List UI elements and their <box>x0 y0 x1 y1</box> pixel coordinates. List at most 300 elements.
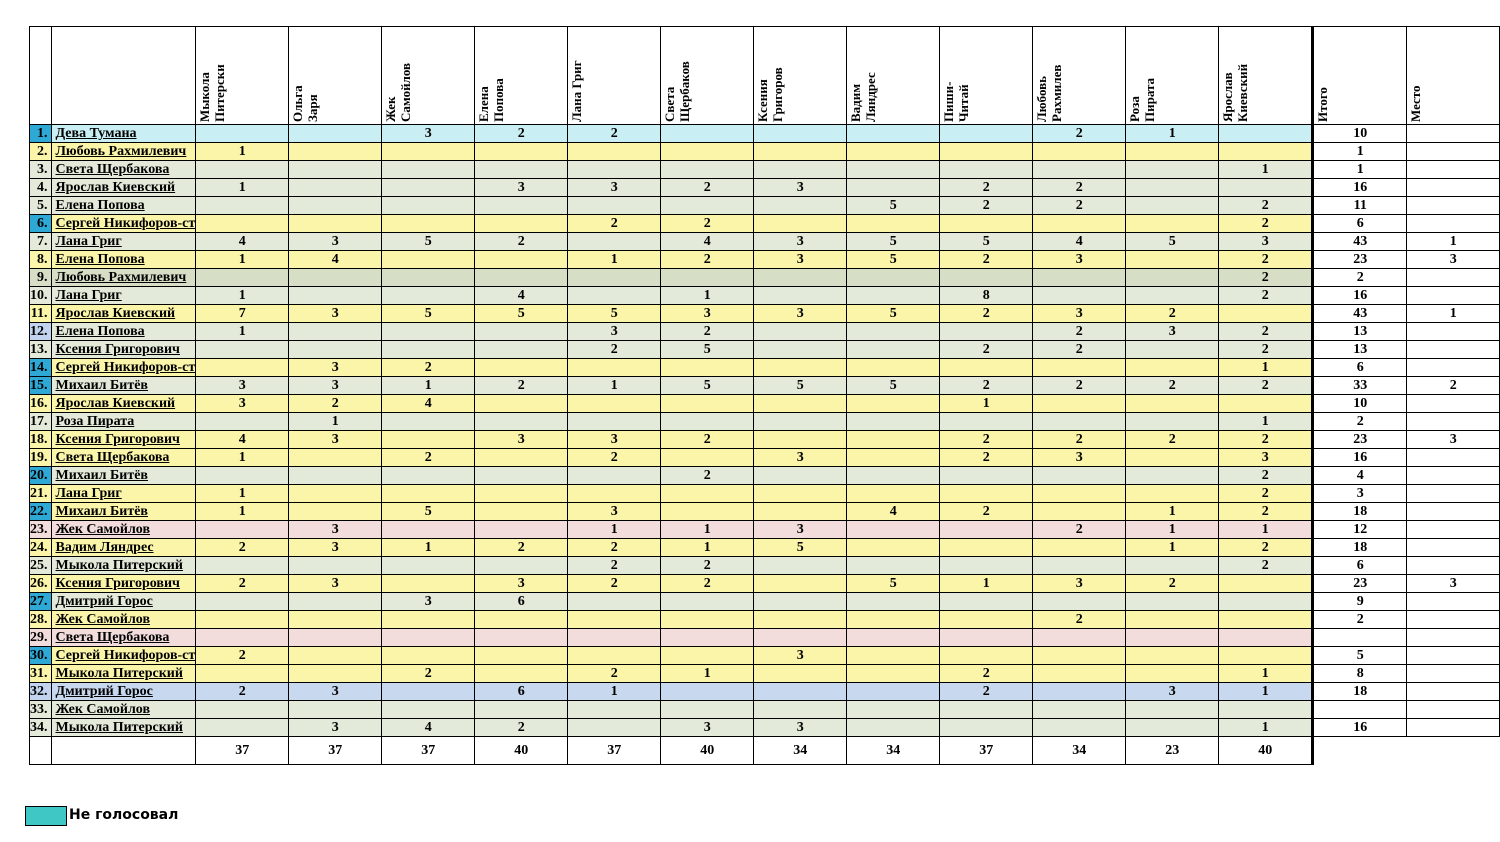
vote-cell: 1 <box>196 503 289 521</box>
vote-cell: 2 <box>1033 179 1126 197</box>
vote-cell <box>754 629 847 647</box>
vote-cell <box>661 629 754 647</box>
vote-cell <box>1126 143 1219 161</box>
vote-cell <box>1033 215 1126 233</box>
row-place <box>1407 701 1500 719</box>
header-voter <box>1219 27 1313 125</box>
vote-cell: 6 <box>475 593 568 611</box>
row-number: 21. <box>30 485 52 503</box>
vote-cell <box>289 665 382 683</box>
vote-cell: 2 <box>661 179 754 197</box>
vote-cell: 2 <box>940 377 1033 395</box>
header-voter <box>1126 27 1219 125</box>
row-total: 6 <box>1313 557 1407 575</box>
vote-cell <box>847 215 940 233</box>
vote-cell: 2 <box>940 197 1033 215</box>
vote-cell <box>1219 395 1313 413</box>
row-number: 15. <box>30 377 52 395</box>
column-total: 37 <box>289 737 382 765</box>
row-name: Жек Самойлов <box>51 611 196 629</box>
vote-cell <box>382 557 475 575</box>
vote-cell: 2 <box>1219 197 1313 215</box>
header-voter-line: Григоров <box>770 66 786 122</box>
vote-cell <box>754 125 847 143</box>
vote-cell: 2 <box>568 215 661 233</box>
table-row <box>30 125 1500 143</box>
vote-cell <box>1126 161 1219 179</box>
vote-cell <box>847 269 940 287</box>
vote-cell <box>568 269 661 287</box>
row-number: 3. <box>30 161 52 179</box>
row-number: 6. <box>30 215 52 233</box>
header-voter-line: Киевский <box>1235 63 1251 122</box>
table-row <box>30 287 1500 305</box>
vote-cell <box>196 593 289 611</box>
vote-cell: 1 <box>1219 719 1313 737</box>
vote-cell: 5 <box>661 341 754 359</box>
header-voter <box>1033 27 1126 125</box>
vote-cell <box>1033 143 1126 161</box>
vote-cell: 3 <box>382 593 475 611</box>
row-number: 17. <box>30 413 52 431</box>
vote-cell <box>568 719 661 737</box>
row-place <box>1407 197 1500 215</box>
vote-cell: 3 <box>289 377 382 395</box>
vote-cell <box>289 701 382 719</box>
totals-total <box>1313 737 1407 765</box>
vote-cell: 2 <box>475 377 568 395</box>
header-voter-line: Пирата <box>1142 77 1158 122</box>
header-voter <box>475 27 568 125</box>
vote-cell: 1 <box>661 287 754 305</box>
vote-cell: 2 <box>475 233 568 251</box>
row-total: 16 <box>1313 449 1407 467</box>
row-name: Ярослав Киевский <box>51 395 196 413</box>
row-total: 16 <box>1313 287 1407 305</box>
row-place <box>1407 521 1500 539</box>
vote-cell <box>1033 701 1126 719</box>
vote-cell: 2 <box>568 341 661 359</box>
vote-cell <box>940 413 1033 431</box>
vote-cell <box>196 701 289 719</box>
vote-cell <box>475 215 568 233</box>
row-place: 3 <box>1407 575 1500 593</box>
vote-cell: 1 <box>940 575 1033 593</box>
row-place <box>1407 179 1500 197</box>
vote-cell: 1 <box>196 251 289 269</box>
vote-cell <box>847 593 940 611</box>
table-row <box>30 629 1500 647</box>
header-name <box>51 27 196 125</box>
row-number: 29. <box>30 629 52 647</box>
vote-cell <box>940 467 1033 485</box>
vote-cell <box>1219 701 1313 719</box>
row-total: 13 <box>1313 341 1407 359</box>
vote-cell: 4 <box>289 251 382 269</box>
vote-cell <box>196 269 289 287</box>
vote-cell <box>847 521 940 539</box>
vote-cell <box>289 593 382 611</box>
vote-cell <box>847 719 940 737</box>
vote-cell: 1 <box>568 377 661 395</box>
vote-cell: 2 <box>1033 197 1126 215</box>
row-total: 9 <box>1313 593 1407 611</box>
vote-cell: 1 <box>196 449 289 467</box>
vote-cell <box>940 485 1033 503</box>
row-place <box>1407 215 1500 233</box>
vote-cell: 2 <box>940 341 1033 359</box>
vote-cell: 1 <box>196 485 289 503</box>
vote-cell: 2 <box>1219 557 1313 575</box>
totals-number <box>30 737 52 765</box>
vote-cell <box>196 611 289 629</box>
vote-cell <box>940 269 1033 287</box>
vote-cell: 4 <box>661 233 754 251</box>
vote-cell <box>1219 629 1313 647</box>
vote-cell <box>475 503 568 521</box>
vote-cell: 3 <box>754 305 847 323</box>
vote-cell <box>847 125 940 143</box>
row-number: 25. <box>30 557 52 575</box>
header-voter-line: Елена <box>476 85 492 122</box>
vote-cell: 6 <box>475 683 568 701</box>
vote-cell: 5 <box>382 233 475 251</box>
vote-cell <box>754 215 847 233</box>
vote-cell <box>382 575 475 593</box>
vote-cell: 2 <box>568 125 661 143</box>
column-total: 23 <box>1126 737 1219 765</box>
row-name: Мыкола Питерский <box>51 719 196 737</box>
vote-cell: 1 <box>568 683 661 701</box>
row-name: Ярослав Киевский <box>51 179 196 197</box>
vote-cell: 4 <box>196 431 289 449</box>
vote-cell <box>754 413 847 431</box>
vote-cell <box>475 647 568 665</box>
row-total: 8 <box>1313 665 1407 683</box>
vote-cell: 3 <box>568 179 661 197</box>
row-number: 20. <box>30 467 52 485</box>
vote-cell <box>289 143 382 161</box>
vote-cell: 5 <box>847 305 940 323</box>
vote-cell <box>847 467 940 485</box>
vote-cell <box>1126 593 1219 611</box>
vote-cell: 3 <box>661 305 754 323</box>
table-row <box>30 197 1500 215</box>
row-number: 32. <box>30 683 52 701</box>
vote-cell <box>475 143 568 161</box>
vote-cell: 5 <box>382 305 475 323</box>
vote-cell: 2 <box>1219 215 1313 233</box>
vote-cell <box>1219 125 1313 143</box>
row-name: Дмитрий Горос <box>51 683 196 701</box>
vote-cell <box>289 125 382 143</box>
vote-cell: 2 <box>1126 431 1219 449</box>
column-total: 34 <box>754 737 847 765</box>
vote-cell <box>289 269 382 287</box>
row-place: 3 <box>1407 431 1500 449</box>
vote-cell: 2 <box>940 431 1033 449</box>
row-number: 26. <box>30 575 52 593</box>
vote-cell: 2 <box>196 647 289 665</box>
vote-cell <box>1033 287 1126 305</box>
vote-cell: 2 <box>1033 377 1126 395</box>
vote-cell <box>1126 359 1219 377</box>
vote-cell: 3 <box>1033 251 1126 269</box>
row-total: 23 <box>1313 251 1407 269</box>
vote-cell: 3 <box>289 431 382 449</box>
row-place <box>1407 341 1500 359</box>
vote-cell <box>847 179 940 197</box>
vote-cell: 1 <box>661 521 754 539</box>
vote-cell: 2 <box>475 125 568 143</box>
row-place <box>1407 629 1500 647</box>
table-row <box>30 341 1500 359</box>
table-row <box>30 179 1500 197</box>
vote-cell <box>1126 485 1219 503</box>
vote-cell <box>847 539 940 557</box>
row-total: 16 <box>1313 719 1407 737</box>
vote-cell <box>382 467 475 485</box>
vote-cell: 1 <box>1219 521 1313 539</box>
header-voter-line: Мыкола <box>197 71 213 122</box>
table-row <box>30 143 1500 161</box>
vote-cell <box>754 503 847 521</box>
vote-cell: 2 <box>1219 341 1313 359</box>
vote-cell <box>382 251 475 269</box>
table-row <box>30 305 1500 323</box>
vote-cell: 1 <box>568 251 661 269</box>
row-name: Ярослав Киевский <box>51 305 196 323</box>
vote-cell <box>1219 143 1313 161</box>
vote-cell <box>289 629 382 647</box>
vote-cell <box>754 143 847 161</box>
header-voter-line: Лана Григ <box>569 59 585 122</box>
row-place <box>1407 593 1500 611</box>
row-name: Лана Григ <box>51 287 196 305</box>
row-total <box>1313 701 1407 719</box>
vote-cell: 3 <box>754 179 847 197</box>
row-name: Дмитрий Горос <box>51 593 196 611</box>
vote-cell <box>196 521 289 539</box>
vote-cell <box>1126 269 1219 287</box>
vote-cell <box>661 161 754 179</box>
table-row <box>30 683 1500 701</box>
vote-cell <box>1033 485 1126 503</box>
table-row <box>30 701 1500 719</box>
vote-cell <box>568 197 661 215</box>
vote-cell <box>289 161 382 179</box>
vote-cell <box>754 323 847 341</box>
votes-table <box>29 26 1500 765</box>
vote-cell <box>661 611 754 629</box>
vote-cell: 3 <box>475 575 568 593</box>
header-voter-line: Пиши- <box>941 81 957 122</box>
vote-cell <box>382 287 475 305</box>
vote-cell <box>940 215 1033 233</box>
row-name: Лана Григ <box>51 485 196 503</box>
vote-cell: 2 <box>940 251 1033 269</box>
row-total: 43 <box>1313 233 1407 251</box>
vote-cell <box>754 341 847 359</box>
vote-cell: 1 <box>1126 521 1219 539</box>
vote-cell <box>289 197 382 215</box>
vote-cell: 1 <box>1126 539 1219 557</box>
vote-cell <box>940 719 1033 737</box>
vote-cell: 2 <box>661 557 754 575</box>
row-name: Елена Попова <box>51 251 196 269</box>
vote-cell <box>940 161 1033 179</box>
vote-cell <box>196 557 289 575</box>
vote-cell <box>289 503 382 521</box>
vote-cell <box>289 557 382 575</box>
vote-cell <box>754 683 847 701</box>
vote-cell: 1 <box>1126 125 1219 143</box>
row-place <box>1407 467 1500 485</box>
row-number: 34. <box>30 719 52 737</box>
vote-cell: 2 <box>661 323 754 341</box>
row-name: Жек Самойлов <box>51 521 196 539</box>
header-voter-line: Заря <box>305 93 321 122</box>
vote-cell: 2 <box>1219 287 1313 305</box>
vote-cell: 3 <box>1033 575 1126 593</box>
vote-cell <box>1033 269 1126 287</box>
row-total: 23 <box>1313 575 1407 593</box>
vote-cell <box>289 179 382 197</box>
row-number: 30. <box>30 647 52 665</box>
table-row <box>30 503 1500 521</box>
header-voter <box>661 27 754 125</box>
vote-cell <box>1126 611 1219 629</box>
vote-cell: 2 <box>661 215 754 233</box>
header-voter-line: Попова <box>491 77 507 122</box>
vote-cell <box>289 485 382 503</box>
vote-cell: 5 <box>940 233 1033 251</box>
vote-cell <box>1126 467 1219 485</box>
vote-cell <box>475 467 568 485</box>
vote-cell <box>1126 413 1219 431</box>
vote-cell <box>289 449 382 467</box>
vote-cell <box>1033 593 1126 611</box>
row-place <box>1407 125 1500 143</box>
table-row <box>30 593 1500 611</box>
vote-cell <box>847 431 940 449</box>
vote-cell: 3 <box>1219 233 1313 251</box>
vote-cell <box>475 629 568 647</box>
vote-cell <box>475 521 568 539</box>
row-name: Лана Григ <box>51 233 196 251</box>
table-row <box>30 233 1500 251</box>
row-total: 6 <box>1313 215 1407 233</box>
vote-cell: 2 <box>1219 485 1313 503</box>
row-name: Ксения Григорович <box>51 431 196 449</box>
vote-cell: 2 <box>1033 125 1126 143</box>
vote-cell: 3 <box>196 395 289 413</box>
vote-cell: 3 <box>1033 305 1126 323</box>
vote-cell <box>754 485 847 503</box>
vote-cell: 3 <box>289 233 382 251</box>
vote-cell: 7 <box>196 305 289 323</box>
vote-cell <box>754 359 847 377</box>
vote-cell: 1 <box>196 143 289 161</box>
vote-cell: 5 <box>1126 233 1219 251</box>
row-name: Света Щербакова <box>51 161 196 179</box>
vote-cell: 1 <box>382 539 475 557</box>
vote-cell: 3 <box>568 323 661 341</box>
row-name: Мыкола Питерский <box>51 557 196 575</box>
vote-cell <box>475 161 568 179</box>
vote-cell <box>847 359 940 377</box>
vote-cell <box>1033 719 1126 737</box>
vote-cell <box>382 341 475 359</box>
vote-cell <box>847 341 940 359</box>
row-number: 7. <box>30 233 52 251</box>
header-voter-line: Роза <box>1127 95 1143 122</box>
header-voter-line: Рахмилев <box>1049 64 1065 122</box>
vote-cell <box>382 197 475 215</box>
vote-cell <box>382 143 475 161</box>
vote-cell: 3 <box>196 377 289 395</box>
row-number: 28. <box>30 611 52 629</box>
row-place <box>1407 143 1500 161</box>
vote-cell: 1 <box>1219 161 1313 179</box>
row-total <box>1313 629 1407 647</box>
vote-cell: 5 <box>661 377 754 395</box>
table-row <box>30 485 1500 503</box>
vote-cell <box>1126 449 1219 467</box>
vote-cell <box>1126 251 1219 269</box>
vote-cell: 1 <box>1219 683 1313 701</box>
row-place: 2 <box>1407 377 1500 395</box>
vote-cell <box>661 503 754 521</box>
vote-cell: 2 <box>1219 377 1313 395</box>
vote-cell: 2 <box>568 575 661 593</box>
table-row <box>30 575 1500 593</box>
vote-cell <box>754 701 847 719</box>
vote-cell <box>196 467 289 485</box>
header-number <box>30 27 52 125</box>
row-number: 9. <box>30 269 52 287</box>
vote-cell: 2 <box>382 449 475 467</box>
table-row <box>30 161 1500 179</box>
column-total: 40 <box>661 737 754 765</box>
header-voter-line: Ляндрес <box>863 71 879 122</box>
vote-cell: 2 <box>568 665 661 683</box>
vote-cell <box>1126 179 1219 197</box>
row-place: 1 <box>1407 305 1500 323</box>
vote-cell <box>661 701 754 719</box>
vote-cell <box>196 341 289 359</box>
vote-cell <box>382 323 475 341</box>
vote-cell <box>1219 611 1313 629</box>
column-total: 34 <box>847 737 940 765</box>
vote-cell <box>1033 647 1126 665</box>
vote-cell <box>568 287 661 305</box>
header-place <box>1407 27 1500 125</box>
vote-cell <box>1126 287 1219 305</box>
vote-cell <box>847 647 940 665</box>
row-total: 16 <box>1313 179 1407 197</box>
vote-cell <box>1219 305 1313 323</box>
vote-cell <box>475 701 568 719</box>
vote-cell: 3 <box>475 431 568 449</box>
header-voter-line: Ксения <box>755 78 771 122</box>
vote-cell: 5 <box>847 251 940 269</box>
row-number: 33. <box>30 701 52 719</box>
vote-cell: 3 <box>382 125 475 143</box>
table-row <box>30 413 1500 431</box>
vote-cell: 2 <box>382 359 475 377</box>
vote-cell <box>661 449 754 467</box>
